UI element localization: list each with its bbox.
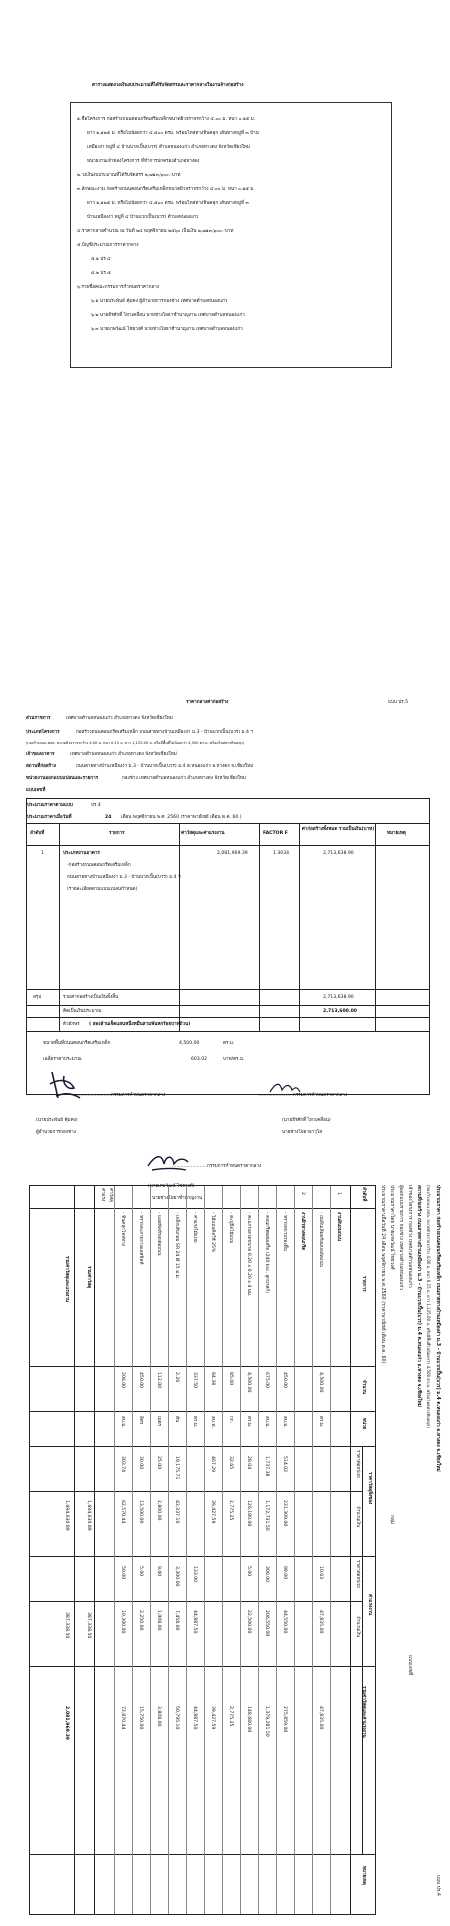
site-label: สถานที่ก่อสร้าง <box>26 764 56 769</box>
summary-line: ๑.ชื่อโครงการ ก่อสร้างถนนคอนกรีตเสริมเหล็กขนาดผิวจราจรกว้าง ๔.๐๐ ม. หนา ๐.๑๕ ม. <box>77 117 256 122</box>
p3-cell-item: - คอนกรีตผสมเสร็จ (240 ksc. ลูกบาศก์) <box>264 1212 269 1293</box>
p3-cell-qty: 4,500.00 <box>246 1372 251 1393</box>
signature-3 <box>146 1150 190 1174</box>
words-value: ( สองล้านเจ็ดแสนหนึ่งหมื่นสามพันหกร้อยบาทถ้วน) <box>89 1022 191 1027</box>
p3-cell-lab-price: 3,300.00 <box>174 1566 179 1587</box>
p3-sub-mat-amount: จำนวนเงิน <box>355 1506 360 1528</box>
p3-cell-total: 72,870.44 <box>120 1706 125 1730</box>
p3-cell-lab-price: 9.00 <box>156 1566 161 1577</box>
p3-cell-item: - ทรายหยาบรองพื้น <box>282 1212 287 1251</box>
p3-sub-lab-amount: จำนวนเงิน <box>355 1616 360 1638</box>
p3-plan-no: แบบเลขที่ <box>407 1655 412 1676</box>
p3-subtotal-lab: 387,338.50 <box>86 1612 91 1639</box>
p3-cell-item: - แอสฟัลท์รอยต่อถนน <box>156 1212 161 1256</box>
row1-total: 2,713,638.90 <box>323 851 354 856</box>
calc-month: เดือน พฤศจิกายน พ.ศ. 2560 (ราคาพาณิชย์ เดือน ต.ค. 60 ) <box>121 815 242 820</box>
sig1-name: (นายประพันธ์ คุ้มคง) <box>36 1118 78 1123</box>
p3-cell-mat-amount: 126,180.00 <box>246 1500 251 1527</box>
p3-cell-item: - ถมดินเดิมพร้อมบดอัดแน่น <box>318 1212 323 1267</box>
design-value: กองช่าง เทศบาลตำบลหนองแก่ว อำเภอหางดง จังหวัดเชียงใหม่ <box>122 776 246 781</box>
calc-label: ประมาณราคาเมื่อวันที่ <box>27 815 72 820</box>
p3-cell-unit: ตร.ม. <box>246 1416 251 1428</box>
summary-line: ๓.ลักษณะงาน ก่อสร้างถนนคอนกรีตเสริมเหล็กขนาดผิวจราจรกว้าง ๔.๐๐ ม. หนา ๐.๑๕ ม. <box>77 187 255 192</box>
p3-cell-lab-price: 10.63 <box>318 1566 323 1580</box>
p3-site: สถานที่ก่อสร้าง ถนนสายทางบ้านเหมืองง่า ม.3 - บ้านบวกเปิ้น(บวร) ม.4 ต.หนองแก่ว อ.หางดง จ.เชียงใหม่ <box>416 1185 421 1407</box>
row1-sub1: -ก่อสร้างถนนคอนกรีตเสริมเหล็ก <box>67 863 131 868</box>
p3-cell-item: - ตะปูยึดไม้แบบ <box>228 1212 233 1244</box>
p3-cell-mat-amount: 13,500.00 <box>138 1500 143 1524</box>
row1-sub2: ถนนสายทางบ้านเหมืองง่า ม.3 - บ้านบวกเปิ้น(บวร) ม.4 ฯ <box>67 875 181 880</box>
p3-cell-mat-price: 28.04 <box>246 1456 251 1470</box>
area-value: 4,500.00 <box>179 1041 200 1046</box>
summary-line: เหมืองง่า หมู่ที่ ๔ บ้านบวกเปิ้น(บวร) ตำบลหนองแก่ว อำเภอหางดง จังหวัดเชียงใหม่ <box>87 145 250 150</box>
p3-cell-lab-amount: 10,300.00 <box>120 1610 125 1634</box>
p3-subtotal-mat: 1,694,630.89 <box>86 1500 91 1531</box>
p3-cell-lab-amount: 2,250.00 <box>138 1610 143 1631</box>
estimate-label: ประมาณราคาตามแบบ <box>27 803 73 808</box>
page1-title: ตารางแสดงวงเงินงบประมาณที่ได้รับจัดสรรและราคากลางในงานจ้างก่อสร้าง <box>92 83 244 88</box>
p3-cell-qty: 85.00 <box>228 1372 233 1386</box>
p3-cell-qty: 450.00 <box>138 1372 143 1389</box>
sum-total-value: 2,713,638.90 <box>323 995 354 1000</box>
p3-cell-total: 2,775.25 <box>228 1706 233 1727</box>
project-summary-box <box>70 102 392 368</box>
summary-line: ๕.๒ ปร.๕ <box>91 271 111 276</box>
p3-cell-qty: 337.50 <box>192 1372 197 1389</box>
committee-line-2: ........................กรรมการกำหนดราคากลาง <box>258 1093 348 1098</box>
p3-cell-total: 15,750.00 <box>138 1706 143 1730</box>
avg-label: เฉลี่ยราคาประมาณ <box>43 1057 82 1062</box>
agency-value: เทศบาลตำบลหนองแก่ว อำเภอหางดง จังหวัดเชียงใหม่ <box>66 716 173 721</box>
p3-form: แบบ ปร.4 <box>435 1875 440 1896</box>
header-factor: FACTOR F <box>263 831 288 836</box>
p3-cell-total: 44,887.50 <box>192 1706 197 1730</box>
header-cost: ค่าวัสดุและค่าแรงงาน <box>181 831 225 836</box>
p3-cell-qty: 450.00 <box>282 1372 287 1389</box>
p3-header-item: รายการ <box>361 1276 366 1292</box>
p3-cell-total: 275,859.00 <box>282 1706 287 1733</box>
p3-cell-qty: 112.00 <box>156 1372 161 1389</box>
form-code: แบบ ปร.5 <box>388 700 409 705</box>
p3-header-material: ราคาวัสดุสิ่งของ <box>367 1472 372 1505</box>
row1-item: ประเภทงานอาคาร <box>63 851 100 856</box>
words-label: ตัวอักษร <box>63 1022 80 1027</box>
p3-cell-mat-price: 19,175.71 <box>174 1456 179 1480</box>
sum-round-value: 2,713,600.00 <box>323 1009 358 1014</box>
avg-unit: บาท/ตร.ม. <box>223 1057 245 1062</box>
p3-cell-lab-amount: 47,835.00 <box>318 1610 323 1634</box>
p3-extra-label-1: ค่าวัสดุ <box>108 1188 113 1203</box>
area-label: ขนาดพื้นที่ถนนคอนกรีตเสริมเหล็ก <box>43 1041 111 1046</box>
p3-header-total: รวมค่าวัสดุและค่าแรงงาน <box>361 1686 366 1738</box>
summary-line: ๖.๑ นายประพันธ์ คุ้มคง ผู้อำนวยการกองช่าง เทศบาลตำบลหนองแก่ว <box>91 299 228 304</box>
p3-cell-item: - หินคลุกไหล่ทาง <box>120 1212 125 1246</box>
calc-day: 24 <box>105 815 112 820</box>
project-label: ประเภทโครงการ <box>26 730 60 735</box>
p3-cell-unit: ตร.ม. <box>192 1416 197 1428</box>
p3-cell-mat-price: 514.02 <box>282 1456 287 1473</box>
p3-cell-lab-amount: 7,458.00 <box>174 1610 179 1631</box>
p3-cell-mat-amount: 1,172,731.50 <box>264 1500 269 1531</box>
plan-no-label: แบบเลขที่ <box>26 788 46 793</box>
summary-line: ๕.บัญชีประมาณการราคากลาง <box>77 243 139 248</box>
p3-cell-no: 1 <box>336 1192 341 1195</box>
p3-cell-mat-price: 303.74 <box>120 1456 125 1473</box>
row1-cost: 2,081,969.39 <box>217 851 248 856</box>
p3-cell-lab-price: 133.00 <box>192 1566 197 1583</box>
p3-cell-total: 1,379,281.50 <box>264 1706 269 1737</box>
p3-cell-total: 47,835.00 <box>318 1706 323 1730</box>
cost-summary-table <box>26 798 430 1095</box>
p3-cell-qty: 84.38 <box>210 1372 215 1386</box>
p3-cell-unit: เมตร <box>156 1416 161 1427</box>
p3-cell-mat-amount: 2,800.00 <box>156 1500 161 1521</box>
p3-cell-item: - ค่าแรงไม้แบบ <box>192 1212 197 1243</box>
summary-line: ๖.รายชื่อคณะกรรมการกำหนดราคากลาง <box>77 285 159 290</box>
p3-cell-mat-amount: 39,427.59 <box>210 1500 215 1524</box>
p3-header-labor: ค่าแรงงาน <box>367 1594 372 1616</box>
committee-line-1: ........................กรรมการกำหนดราคากลาง <box>76 1093 166 1098</box>
p3-note: (กองก้างถนน คสล. ขนาดผิวจราจรกว้าง 4.00 ม. หนา 0.15 ม. ยาว 1,125.00 ม. หรือมีพื้นที่ไม่น้อยกว่า 4,500 ตร.ม. พร้อมไหล่ทางหินคลุก) <box>426 1185 431 1428</box>
p3-group: กลุ่ม <box>389 1515 394 1525</box>
p3-sub-mat-price: ราคาต่อหน่วย <box>355 1450 360 1478</box>
p3-cell-unit: ตร.ม. <box>318 1416 323 1428</box>
bill-of-quantities-table <box>29 1185 376 1915</box>
p3-header-qty: จำนวน <box>361 1380 366 1395</box>
sig2-name: (นายธีรศักดิ์ ไหวเคลื่อน) <box>282 1118 331 1123</box>
p3-cell-unit: ลิตร <box>138 1416 143 1425</box>
p3-header-unit: หน่วย <box>361 1418 366 1430</box>
summary-line: บ้านเหมืองง่า หมู่ที่ ๔ บ้านบวกเปิ้น(บวร) ตำบลหนองแก่ว <box>87 215 199 220</box>
p3-cell-qty: 206.00 <box>120 1372 125 1389</box>
p3-cell-unit: ลบ.ม. <box>282 1416 287 1428</box>
p3-cell-mat-amount: 43,337.10 <box>174 1500 179 1524</box>
p3-title: ประมาณราคา ก่อสร้างถนนคอนกรีตเสริมเหล็ก ถนนสายทางบ้านเหมืองง่า ม.3 - บ้านบวกเปิ้น(บวร) ม.4 ต.หนองแก่ว อ.หางดง จ.เชียงใหม่ <box>435 1185 440 1472</box>
p3-cell-lab-price: 306.00 <box>264 1566 269 1583</box>
p3-grand-mat: 1,694,630.89 <box>64 1500 69 1531</box>
sig2-position: นายช่างโยธาอาวุโส <box>282 1130 323 1135</box>
estimate-form: ปร.4 <box>91 803 101 808</box>
avg-value: 603.02 <box>191 1057 208 1062</box>
p3-design: ผู้ออกแบบรายการ กองช่าง เทศบาลตำบลหนองแก่ว <box>398 1185 403 1291</box>
p3-header-no: ลำดับที่ <box>361 1187 366 1202</box>
p3-cell-unit: กก. <box>228 1416 233 1424</box>
p3-cell-lab-amount: 206,550.00 <box>264 1610 269 1637</box>
summary-line: ๖.๒ นายธีรศักดิ์ ไหวเคลื่อน นายช่างโยธาชำนาญงาน เทศบาลตำบลหนองแก่ว <box>91 313 245 318</box>
owner-value: เทศบาลตำบลหนองแก่ว อำเภอหางดง จังหวัดเชียงใหม่ <box>70 752 177 757</box>
summary-line: ๔.ราคากลางคำนวณ ณ วันที่ ๒๔ พฤศจิกายน ๒๕๖๐ เป็นเงิน ๒,๗๑๓,๖๐๐.-บาท <box>77 229 234 234</box>
p3-cell-item: งานผิวทางคอนกรีต <box>300 1212 305 1251</box>
sum-total-label: รวมค่าก่อสร้างเป็นเงินทั้งสิ้น <box>63 995 119 1000</box>
committee-line-3: ........................กรรมการกำหนดราคากลาง <box>172 1164 262 1169</box>
p3-cell-qty: 675.00 <box>264 1372 269 1389</box>
p3-cell-unit: ลบ.ม. <box>264 1416 269 1428</box>
p3-cell-mat-price: 467.29 <box>210 1456 215 1473</box>
p3-cell-mat-amount: 2,775.25 <box>228 1500 233 1521</box>
p3-cell-no: 2 <box>300 1192 305 1195</box>
p3-cell-total: 50,795.10 <box>174 1706 179 1730</box>
agency-label: ส่วนราชการ <box>26 716 51 721</box>
p3-extra-label-2: ค่าแรง <box>100 1188 105 1202</box>
p3-cell-unit: ตัน <box>174 1416 179 1423</box>
p3-grand-label: รวมค่าวัสดุและแรงงาน <box>64 1256 69 1302</box>
header-item: รายการ <box>109 831 125 836</box>
summary-line: ๖.๓ นายเกษวัฒน์ ไชยวงศ์ นายช่างโยธาชำนาญงาน เทศบาลตำบลหนองแก่ว <box>91 327 243 332</box>
p3-cell-item: งานดินถมถนน <box>336 1212 341 1241</box>
area-unit: ตร.ม. <box>223 1041 235 1046</box>
p3-cell-total: 3,808.00 <box>156 1706 161 1727</box>
owner-label: เจ้าของอาคาร <box>26 752 55 757</box>
project-value: ก่อสร้างถนนคอนกรีตเสริมเหล็ก ถนนสายทางบ้านเหมืองง่า ม.3 - บ้านบวกเปิ้น(บวร) ม.4 ฯ <box>76 730 253 735</box>
p3-cell-lab-price: 50.00 <box>120 1566 125 1580</box>
p3-cell-total: 148,680.00 <box>246 1706 251 1733</box>
p3-owner: เจ้าของโครงการ กองช่าง เทศบาลตำบลหนองแก่ว <box>407 1185 412 1288</box>
p3-grand-total: 2,081,969.39 <box>64 1706 69 1741</box>
sig3-name: (นายเกษวัฒน์ ไชยวงศ์) <box>148 1184 195 1189</box>
p3-cell-lab-amount: 44,550.00 <box>282 1610 287 1634</box>
p3-cell-lab-amount: 22,500.00 <box>246 1610 251 1634</box>
summary-label: สรุป <box>33 995 42 1000</box>
p3-header-remark: หมายเหตุ <box>361 1866 366 1885</box>
p3-cell-total: 39,427.59 <box>210 1706 215 1730</box>
p3-cell-item: - ตะแกรงลวดขนาด 0.20 x 0.20 x 4 มม. <box>246 1212 251 1297</box>
p3-cell-qty: 4,500.00 <box>318 1372 323 1393</box>
project-note: (กองก้างถนน คสล. ขนาดผิวจราจรกว้าง 4.00 ม. หนา 0.15 ม. ยาว 1,125.00 ม. หรือมีพื้นที่ไม่น้อยกว่า 4,500 ตร.ม. พร้อมไหล่ทางหินคลุก) <box>26 741 245 745</box>
p3-cell-unit: ลบ.ฟ. <box>210 1416 215 1428</box>
p3-sub-lab-price: ราคาต่อหน่วย <box>355 1560 360 1588</box>
design-label: หน่วยงานออกแบบแปลนและรายการ <box>26 776 99 781</box>
sig3-position: นายช่างโยธาชำนาญงาน <box>152 1196 203 1201</box>
p3-cell-item: - ไม้แบบคิดใช้ 25% <box>210 1212 215 1253</box>
p3-cell-lab-price: 99.00 <box>282 1566 287 1580</box>
page2-title: ราคากลางค่าก่อสร้าง <box>186 700 229 705</box>
header-no: ลำดับที่ <box>30 831 45 836</box>
summary-line: ยาว ๑,๑๒๕ ม. หรือไม่น้อยกว่า ๔,๕๐๐ ตรม. พร้อมไหล่ทางหินคลุก เส้นทางหมู่ที่ ๓ <box>87 201 249 206</box>
summary-line: ยาว ๑,๑๒๕ ม. หรือไม่น้อยกว่า ๔,๕๐๐ ตรม. พร้อมไหล่ทางหินคลุก เส้นทางหมู่ที่ ๓ บ้าน <box>87 131 259 136</box>
p3-cell-lab-price: 5.00 <box>246 1566 251 1577</box>
p3-grand-lab: 387,338.50 <box>64 1612 69 1639</box>
row1-sub3: (รายละเอียดตามแบบแปลนกำหนด) <box>67 887 138 892</box>
p3-estimator: ประมาณราคาโดย นายเกษวัฒน์ ไชยวงศ์ <box>389 1185 394 1270</box>
p3-cell-item: - เหล็กเส้นกลม SR 24 Ø 15 ม.ม. <box>174 1212 179 1280</box>
p3-cell-mat-price: 32.65 <box>228 1456 233 1470</box>
p3-cell-lab-price: 5.00 <box>138 1566 143 1577</box>
p3-cell-mat-price: 25.00 <box>156 1456 161 1470</box>
row1-factor: 1.3034 <box>273 851 290 856</box>
header-total: ค่าก่อสร้างทั้งหมด รวมเป็นเงิน(บาท) <box>301 827 375 832</box>
summary-line: ๕.๑ ปร.๔ <box>91 257 111 262</box>
summary-line: หน่วยงานเจ้าของโครงการ ที่ทำการปกครองอำเภอหางดง <box>87 159 200 164</box>
row1-no: 1 <box>41 851 44 856</box>
summary-line: ๒.วงเงินงบประมาณที่ได้รับจัดสรร ๒,๗๑๓,๖๐๐.-บาท <box>77 173 181 178</box>
sum-round-label: คิดเป็นเงินประมาณ <box>63 1009 102 1014</box>
header-remark: หมายเหตุ <box>387 831 406 836</box>
p3-cell-mat-amount: 231,309.00 <box>282 1500 287 1527</box>
p3-cell-item: - ทรายละลายยางแอสฟัลท์ <box>138 1212 143 1265</box>
p3-cell-lab-amount: 44,887.50 <box>192 1610 197 1634</box>
p3-cell-lab-amount: 1,008.00 <box>156 1610 161 1631</box>
p3-calc: ประมาณราคาเมื่อวันที่ 24 เดือน พฤศจิกายน พ.ศ.2560 (ราคาพาณิชย์ เดือน ต.ค. 60) <box>380 1185 385 1364</box>
p3-cell-unit: ลบ.ม. <box>120 1416 125 1428</box>
p3-cell-mat-price: 30.00 <box>138 1456 143 1470</box>
p3-cell-qty: 2.26 <box>174 1372 179 1383</box>
p3-cell-mat-price: 1,737.38 <box>264 1456 269 1477</box>
p3-subtotal-label: รวมค่าวัสดุ <box>86 1266 91 1289</box>
site-value: ถนนสายทางบ้านเหมืองง่า ม.3 - บ้านบวกเปิ้น(บวร) ม.4 ต.หนองแก่ว อ.หางดง จ.เชียงใหม่ <box>76 764 254 769</box>
p3-cell-mat-amount: 62,570.44 <box>120 1500 125 1524</box>
sig1-position: ผู้อำนวยการกองช่าง <box>36 1130 76 1135</box>
page3-rotated <box>25 1185 440 1915</box>
